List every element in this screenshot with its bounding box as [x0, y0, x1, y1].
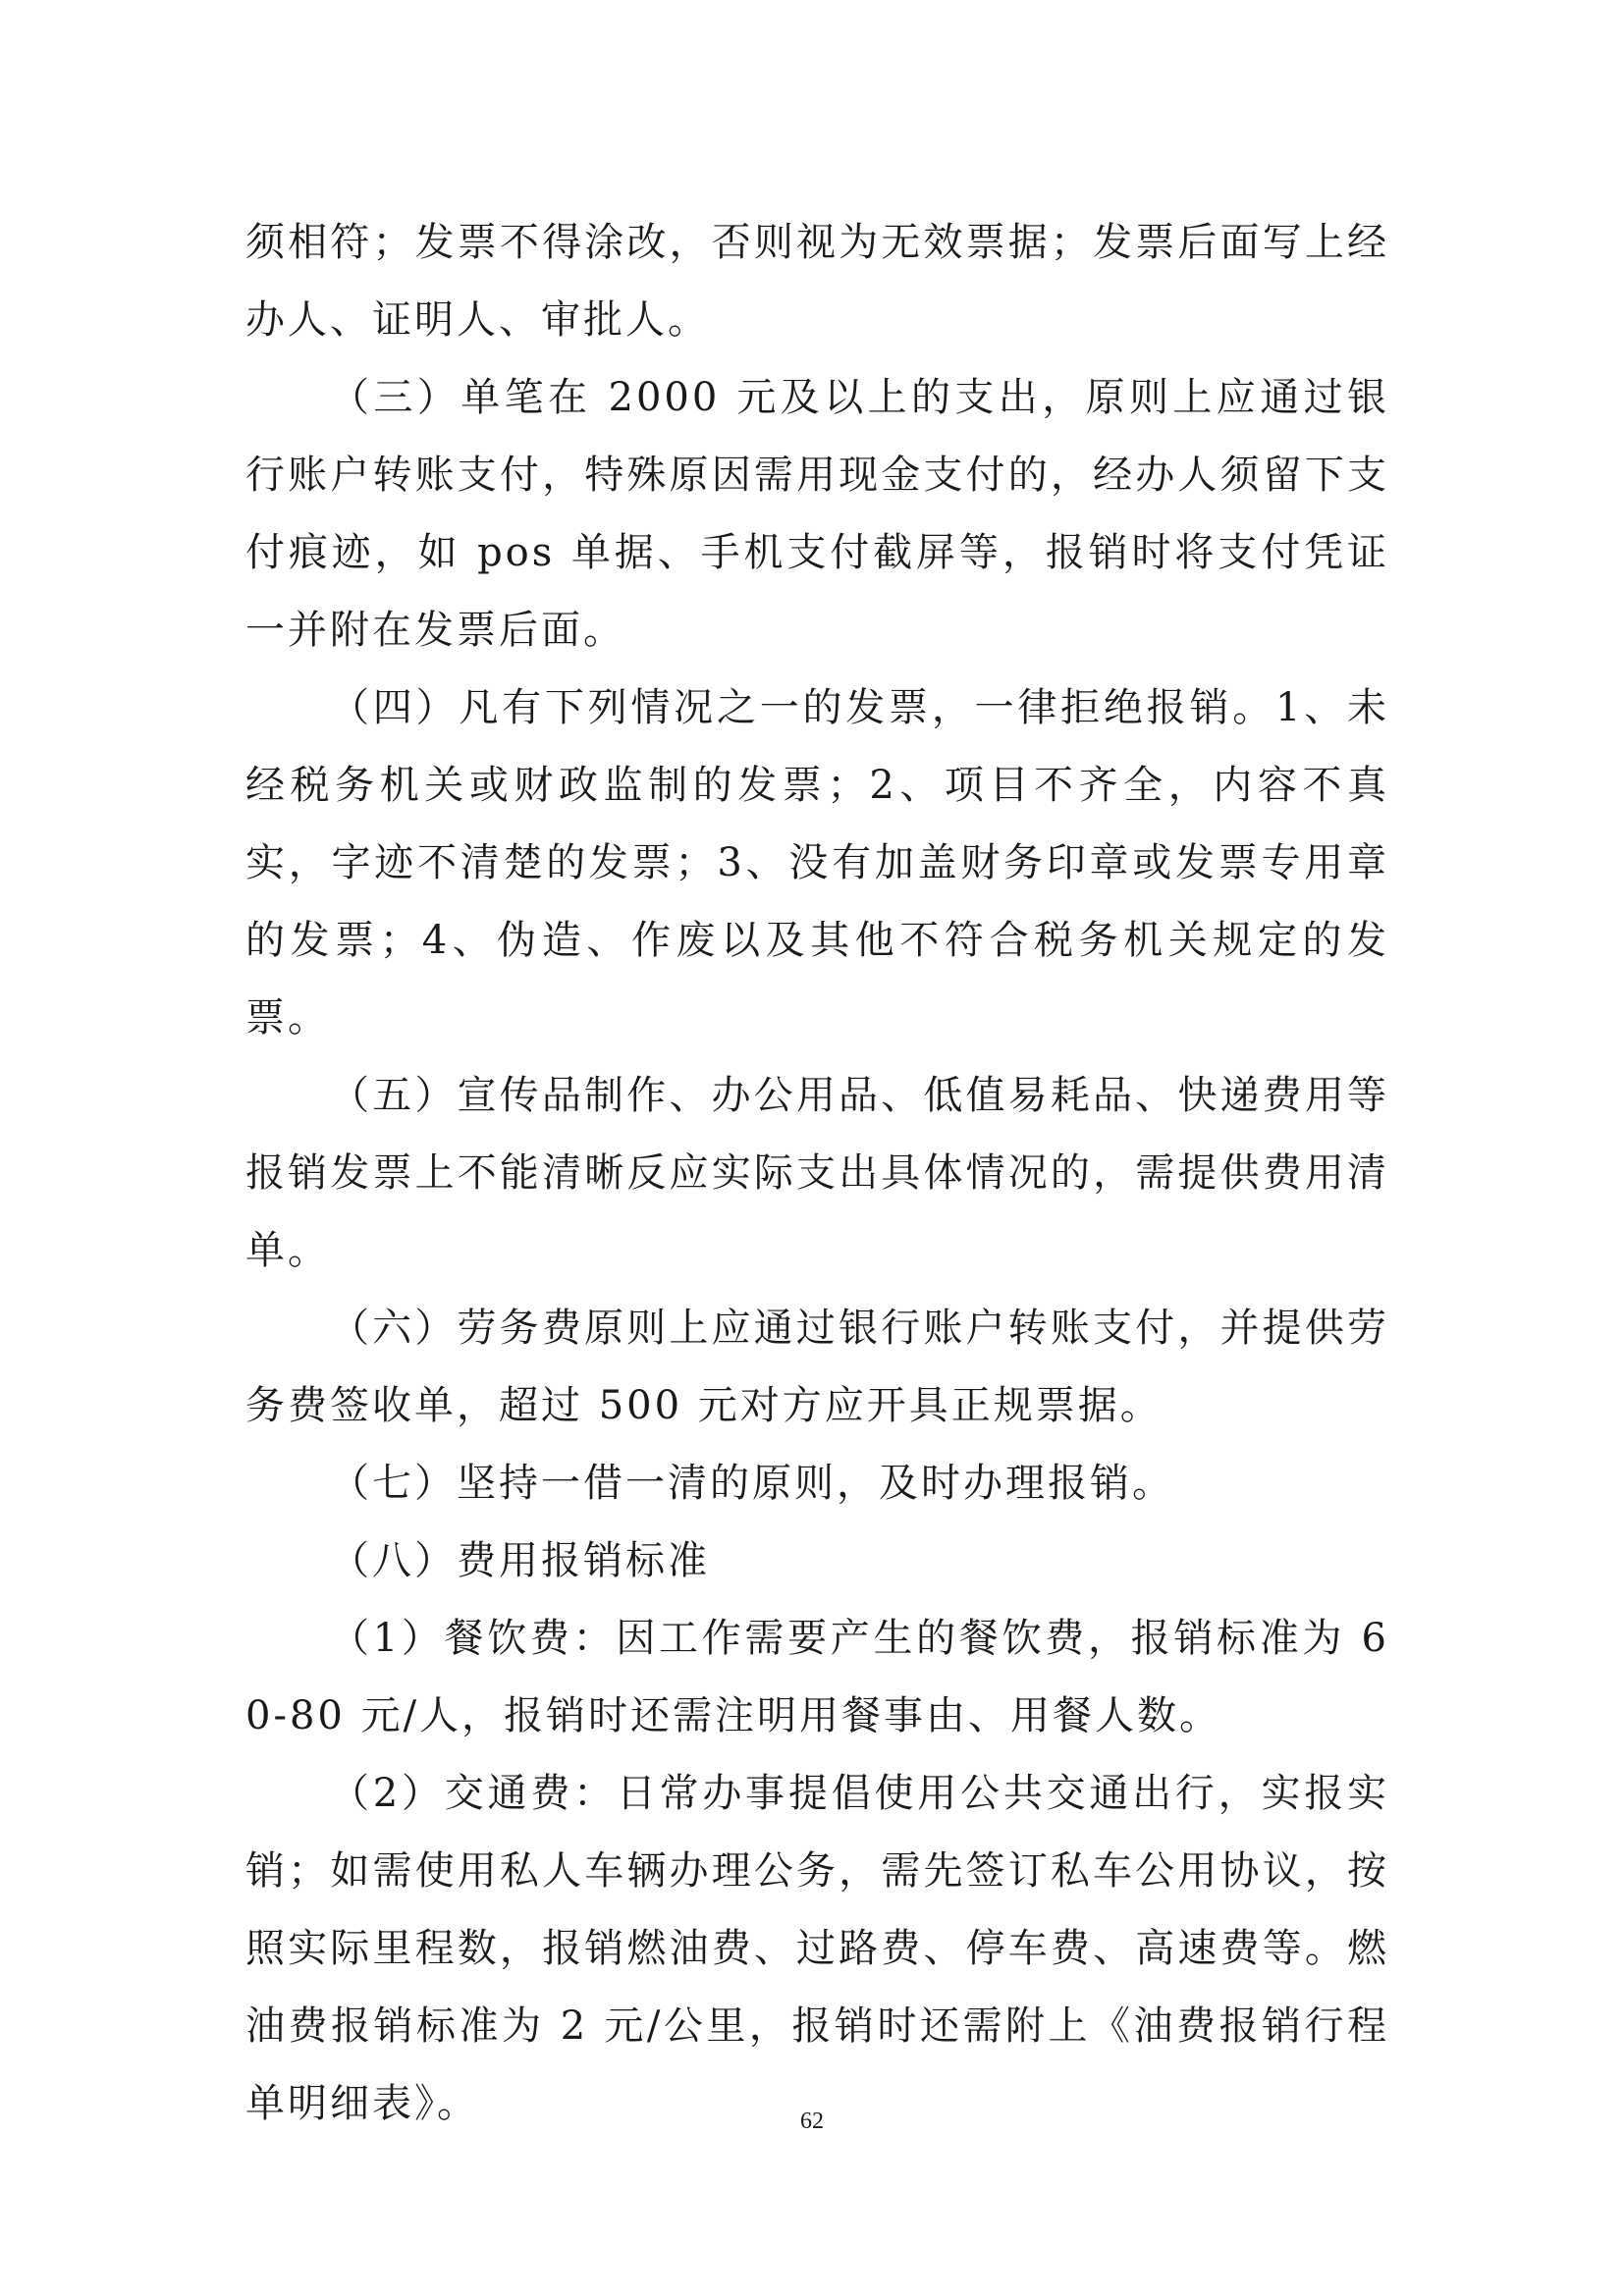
paragraph-item-5: （五）宣传品制作、办公用品、低值易耗品、快递费用等报销发票上不能清晰反应实际支出具体情况的，需提供费用清单。 — [245, 1073, 1389, 1273]
paragraph-item-8-heading: （八）费用报销标准 — [330, 1538, 710, 1583]
paragraph-transport-expense: （2）交通费：日常办事提倡使用公共交通出行，实报实销；如需使用私人车辆办理公务，需先签订私车公用协议，按照实际里程数，报销燃油费、过路费、停车费、高速费等。燃油费报销标准为 2 元/公里，报销时还需附上《油费报销行程单明细表》。 — [245, 1771, 1389, 2126]
paragraph-item-4: （四）凡有下列情况之一的发票，一律拒绝报销。1、未经税务机关或财政监制的发票；2、项目不齐全，内容不真实，字迹不清楚的发票；3、没有加盖财务印章或发票专用章的发票；4、伪造、作废以及其他不符合税务机关规定的发票。 — [245, 685, 1389, 1041]
paragraph-meal-expense: （1）餐饮费：因工作需要产生的餐饮费，报销标准为 60-80 元/人，报销时还需注明用餐事由、用餐人数。 — [245, 1616, 1389, 1738]
paragraph-item-3: （三）单笔在 2000 元及以上的支出，原则上应通过银行账户转账支付，特殊原因需用现金支付的，经办人须留下支付痕迹，如 pos 单据、手机支付截屏等，报销时将支付凭证一并附在发票后面。 — [245, 375, 1389, 653]
paragraph-continuation: 须相符；发票不得涂改，否则视为无效票据；发票后面写上经办人、证明人、审批人。 — [245, 220, 1389, 343]
paragraph-item-6: （六）劳务费原则上应通过银行账户转账支付，并提供劳务费签收单，超过 500 元对方应开具正规票据。 — [245, 1306, 1389, 1428]
document-body — [245, 204, 1389, 2143]
page-number: 62 — [800, 2109, 824, 2134]
paragraph-item-7: （七）坚持一借一清的原则，及时办理报销。 — [330, 1461, 1174, 1506]
